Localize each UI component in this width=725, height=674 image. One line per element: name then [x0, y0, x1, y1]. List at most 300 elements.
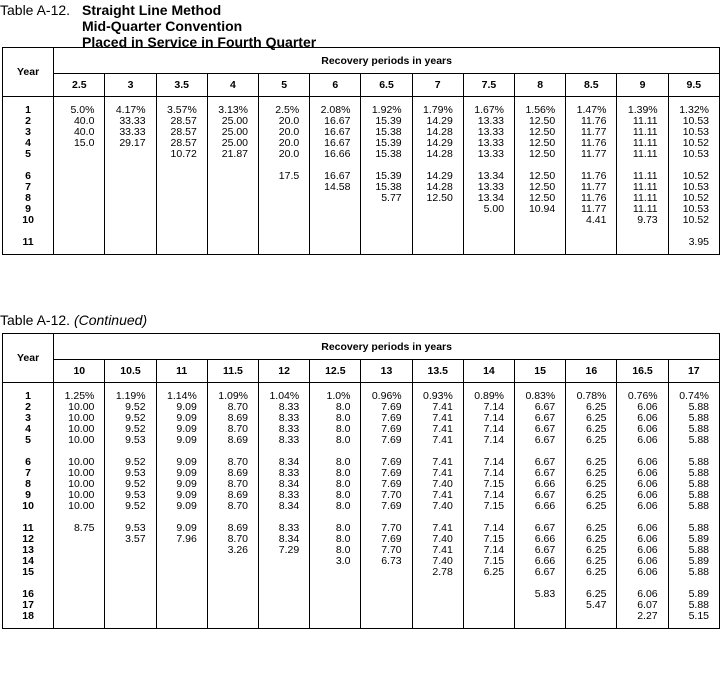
- rate-value: 7.70: [381, 489, 402, 501]
- rate-value: 10.52: [682, 192, 709, 204]
- title-line-3: Placed in Service in Fourth Quarter: [82, 34, 317, 50]
- rate-value: 8.0: [335, 533, 351, 545]
- rate-value: [157, 193, 207, 204]
- rate-value: 6.25: [586, 401, 607, 413]
- rate-column: [259, 97, 310, 255]
- rate-value: 14.29: [426, 170, 453, 182]
- rate-value: 13.33: [477, 126, 505, 138]
- year-label: 2: [25, 401, 32, 413]
- rate-value: [310, 567, 360, 578]
- rate-value: 5.83: [534, 588, 556, 600]
- period-header: 13.5: [412, 360, 463, 383]
- rate-value: [105, 611, 155, 622]
- rate-value: 6.25: [586, 522, 607, 534]
- rate-value: 7.14: [483, 423, 505, 435]
- rate-value: [157, 237, 207, 248]
- rate-value: 16.67: [324, 137, 351, 149]
- rate-value: 7.69: [381, 478, 402, 490]
- rate-value: 6.66: [534, 555, 556, 567]
- rate-column: [566, 383, 617, 629]
- rate-value: 11.77: [580, 203, 607, 215]
- rate-value: 1.19%: [115, 390, 146, 402]
- rate-value: [464, 215, 514, 226]
- period-header: 10.5: [105, 360, 156, 383]
- rate-value: [105, 204, 155, 215]
- rate-column: [310, 97, 361, 255]
- rate-value: 0.89%: [474, 390, 505, 402]
- rate-value: 20.0: [278, 115, 300, 127]
- year-label: 8: [25, 478, 32, 490]
- rate-value: [54, 204, 104, 215]
- rate-value: 6.25: [483, 566, 505, 578]
- year-label: 7: [25, 467, 32, 479]
- rate-value: 11.11: [632, 137, 658, 149]
- year-label: 3: [25, 126, 32, 138]
- rate-value: 9.53: [125, 522, 146, 534]
- rate-value: 8.70: [227, 401, 249, 413]
- period-header: 11: [156, 360, 207, 383]
- rate-value: 15.38: [375, 181, 402, 193]
- rate-value: [208, 600, 258, 611]
- rate-value: 6.06: [637, 412, 658, 424]
- rate-value: 6.67: [534, 423, 556, 435]
- rate-value: 20.0: [278, 126, 300, 138]
- rate-value: [157, 556, 207, 567]
- rate-value: [361, 600, 411, 611]
- rate-column: [515, 383, 566, 629]
- rate-value: 10.00: [68, 434, 95, 446]
- rate-value: [259, 204, 309, 215]
- rate-value: 8.0: [335, 500, 351, 512]
- rate-value: 7.41: [432, 401, 453, 413]
- year-label: 6: [25, 170, 32, 182]
- rate-value: 7.69: [381, 434, 402, 446]
- rate-value: 10.52: [682, 137, 709, 149]
- rate-value: 15.39: [375, 170, 402, 182]
- rate-value: 20.0: [278, 148, 300, 160]
- year-label: 10: [22, 500, 34, 512]
- year-label: 11: [22, 522, 34, 534]
- rate-value: [54, 556, 104, 567]
- rate-value: [105, 193, 155, 204]
- rate-value: [515, 600, 565, 611]
- rate-value: 7.41: [432, 412, 453, 424]
- rate-value: [157, 215, 207, 226]
- rate-value: 1.56%: [525, 104, 556, 116]
- rate-value: 9.09: [176, 401, 197, 413]
- rate-column: [617, 97, 668, 255]
- rate-value: 6.06: [637, 434, 658, 446]
- rate-value: 6.06: [637, 533, 658, 545]
- rate-value: 9.09: [176, 423, 197, 435]
- rate-value: 1.32%: [679, 104, 709, 116]
- rate-value: 7.41: [432, 456, 453, 468]
- rate-value: 7.14: [483, 489, 505, 501]
- rate-column: [463, 97, 514, 255]
- rate-value: 11.76: [580, 137, 607, 149]
- rate-value: 14.29: [426, 115, 453, 127]
- rate-value: 9.53: [125, 489, 146, 501]
- rate-value: 7.29: [278, 544, 300, 556]
- period-header: 6.5: [361, 74, 412, 97]
- period-header: 7: [412, 74, 463, 97]
- rate-value: 11.11: [632, 148, 658, 160]
- rate-value: 13.34: [477, 170, 505, 182]
- rate-value: [157, 204, 207, 215]
- rate-value: 10.00: [68, 423, 95, 435]
- rate-value: 8.0: [335, 456, 351, 468]
- rate-value: 11.76: [580, 115, 607, 127]
- rate-value: 11.11: [632, 115, 658, 127]
- rate-value: 6.25: [586, 467, 607, 479]
- rate-value: 8.0: [335, 412, 351, 424]
- rate-column: [207, 97, 258, 255]
- rate-value: 7.41: [432, 467, 453, 479]
- rate-value: 6.25: [586, 533, 607, 545]
- rate-value: [157, 182, 207, 193]
- rate-value: 6.25: [586, 412, 607, 424]
- rate-value: 3.57%: [167, 104, 197, 116]
- year-label: 1: [25, 390, 32, 402]
- rate-value: [157, 171, 207, 182]
- rate-value: 12.50: [528, 170, 556, 182]
- rate-column: [566, 97, 617, 255]
- rate-value: [310, 193, 360, 204]
- rate-value: 7.69: [381, 456, 402, 468]
- rate-value: 8.70: [227, 478, 249, 490]
- rate-value: 11.11: [632, 203, 658, 215]
- rate-column: [105, 97, 156, 255]
- rate-value: [413, 600, 463, 611]
- rate-value: 7.69: [381, 467, 402, 479]
- period-header: 7.5: [463, 74, 514, 97]
- rate-value: 7.69: [381, 500, 402, 512]
- rate-column: [105, 383, 156, 629]
- rate-value: [259, 237, 309, 248]
- period-header: 13: [361, 360, 412, 383]
- rate-value: 9.73: [637, 214, 658, 226]
- rate-value: 8.70: [227, 423, 249, 435]
- rate-value: 9.09: [176, 500, 197, 512]
- rate-value: 2.08%: [320, 104, 351, 116]
- rate-value: 15.38: [375, 126, 402, 138]
- rate-value: [259, 611, 309, 622]
- rate-value: 5.0%: [70, 104, 95, 116]
- rate-value: 0.78%: [576, 390, 607, 402]
- rate-value: 2.78: [432, 566, 453, 578]
- rate-value: 5.88: [688, 467, 709, 479]
- rate-value: [413, 589, 463, 600]
- year-column: [3, 97, 54, 255]
- rate-value: 8.34: [278, 456, 300, 468]
- rate-value: 8.0: [335, 423, 351, 435]
- rate-value: 13.34: [477, 192, 505, 204]
- rate-value: 6.67: [534, 522, 556, 534]
- rate-value: 5.88: [688, 423, 709, 435]
- rate-value: 4.17%: [115, 104, 146, 116]
- rate-value: 7.69: [381, 423, 402, 435]
- rate-column: [515, 97, 566, 255]
- rate-value: 11.77: [580, 181, 607, 193]
- rate-value: 16.66: [324, 148, 351, 160]
- rate-value: 8.33: [278, 434, 300, 446]
- rate-value: 11.11: [632, 126, 658, 138]
- rate-value: 8.33: [278, 489, 300, 501]
- rate-value: 6.67: [534, 434, 556, 446]
- rate-value: 1.0%: [326, 390, 351, 402]
- rate-value: 8.33: [278, 423, 300, 435]
- rate-value: 33.33: [119, 115, 146, 127]
- continued-title: [0, 312, 147, 328]
- rate-value: 9.52: [125, 478, 146, 490]
- rate-value: 8.0: [335, 467, 351, 479]
- rate-value: [310, 589, 360, 600]
- rate-value: 0.74%: [679, 390, 709, 402]
- rate-value: [54, 193, 104, 204]
- rate-value: 15.38: [375, 148, 402, 160]
- rate-value: [105, 237, 155, 248]
- rate-value: 6.06: [637, 423, 658, 435]
- rate-value: [208, 215, 258, 226]
- rate-value: 25.00: [221, 126, 249, 138]
- year-label: 14: [22, 555, 34, 567]
- rate-value: [105, 589, 155, 600]
- rate-value: [157, 545, 207, 556]
- year-header: Year: [3, 48, 54, 97]
- rate-column: [668, 383, 719, 629]
- rate-value: [208, 589, 258, 600]
- rate-value: 6.06: [637, 478, 658, 490]
- rate-value: 9.09: [176, 478, 197, 490]
- rate-value: 5.88: [688, 401, 709, 413]
- rate-value: 3.95: [688, 236, 709, 248]
- rate-value: 15.39: [375, 137, 402, 149]
- rate-value: 7.14: [483, 467, 505, 479]
- rate-value: 8.69: [227, 434, 249, 446]
- rate-value: 28.57: [170, 137, 197, 149]
- year-label: 6: [25, 456, 32, 468]
- rate-value: 6.25: [586, 500, 607, 512]
- rate-value: 7.15: [483, 533, 505, 545]
- rate-value: 13.33: [477, 181, 505, 193]
- period-header: 12: [259, 360, 310, 383]
- rate-value: 6.25: [586, 423, 607, 435]
- rate-value: [105, 171, 155, 182]
- rate-value: 33.33: [119, 126, 146, 138]
- rate-value: 25.00: [221, 137, 249, 149]
- rate-value: 4.41: [586, 214, 607, 226]
- rate-value: [259, 600, 309, 611]
- rate-value: 6.06: [637, 467, 658, 479]
- rate-value: 7.40: [432, 500, 453, 512]
- rate-value: [157, 611, 207, 622]
- rate-value: 13.33: [477, 137, 505, 149]
- rate-value: 9.09: [176, 456, 197, 468]
- period-header: 4: [207, 74, 258, 97]
- rate-value: 7.14: [483, 412, 505, 424]
- rate-value: 6.66: [534, 478, 556, 490]
- rate-value: 12.50: [528, 192, 556, 204]
- rate-value: [413, 611, 463, 622]
- rate-value: 12.50: [528, 137, 556, 149]
- rate-value: 3.0: [335, 555, 351, 567]
- rate-value: [310, 204, 360, 215]
- rate-value: [413, 215, 463, 226]
- rate-value: 8.34: [278, 500, 300, 512]
- year-label: 4: [25, 423, 32, 435]
- year-label: 2: [25, 115, 32, 127]
- rate-value: [105, 545, 155, 556]
- rate-value: 1.47%: [576, 104, 607, 116]
- year-label: 5: [25, 434, 32, 446]
- rate-value: 0.83%: [525, 390, 556, 402]
- rate-value: [310, 611, 360, 622]
- rate-value: 8.75: [73, 522, 95, 534]
- rate-value: [54, 237, 104, 248]
- rate-value: 10.53: [682, 115, 709, 127]
- rate-value: 8.34: [278, 533, 300, 545]
- rate-value: 7.15: [483, 478, 505, 490]
- rate-value: 0.96%: [371, 390, 402, 402]
- rate-value: 12.50: [528, 126, 556, 138]
- rate-value: [105, 182, 155, 193]
- rate-value: 7.14: [483, 522, 505, 534]
- depreciation-table-part-1: [2, 47, 720, 255]
- rate-value: [54, 600, 104, 611]
- rate-value: 14.28: [426, 126, 453, 138]
- rate-value: 7.40: [432, 478, 453, 490]
- year-label: 18: [22, 610, 34, 622]
- rate-value: 10.53: [682, 148, 709, 160]
- rate-value: 6.66: [534, 500, 556, 512]
- rate-value: 5.88: [688, 522, 709, 534]
- rate-value: 12.50: [528, 148, 556, 160]
- rate-value: 8.70: [227, 500, 249, 512]
- rate-value: 10.53: [682, 126, 709, 138]
- period-header: 9.5: [668, 74, 719, 97]
- title-line-1: Straight Line Method: [82, 2, 222, 18]
- table-label: Table A-12.: [0, 2, 71, 18]
- period-header: 12.5: [310, 360, 361, 383]
- rate-value: 1.14%: [167, 390, 197, 402]
- rate-value: 40.0: [73, 126, 95, 138]
- rate-value: 5.89: [688, 533, 709, 545]
- period-header: 8.5: [566, 74, 617, 97]
- rate-value: 15.39: [375, 115, 402, 127]
- rate-value: 6.25: [586, 544, 607, 556]
- rate-value: 9.52: [125, 401, 146, 413]
- rate-value: [617, 237, 667, 248]
- rate-value: 8.33: [278, 401, 300, 413]
- rate-value: 3.13%: [218, 104, 249, 116]
- rate-value: [361, 567, 411, 578]
- rate-value: [361, 589, 411, 600]
- rate-column: [463, 383, 514, 629]
- rate-value: [259, 567, 309, 578]
- rate-value: 6.06: [637, 456, 658, 468]
- rate-value: [208, 182, 258, 193]
- rate-value: [413, 204, 463, 215]
- rate-value: 6.06: [637, 500, 658, 512]
- year-label: 7: [25, 181, 32, 193]
- rate-value: 2.27: [637, 610, 658, 622]
- year-label: 5: [25, 148, 32, 160]
- rate-column: [54, 383, 105, 629]
- rate-value: 6.67: [534, 412, 556, 424]
- year-label: 1: [25, 104, 32, 116]
- period-header: 11.5: [207, 360, 258, 383]
- year-label: 15: [22, 566, 34, 578]
- rate-value: 10.00: [68, 412, 95, 424]
- rate-value: [464, 611, 514, 622]
- rate-value: 3.26: [227, 544, 249, 556]
- rate-value: 8.0: [335, 478, 351, 490]
- rate-value: [54, 182, 104, 193]
- rate-value: [515, 611, 565, 622]
- year-label: 9: [25, 203, 32, 215]
- continued-label: Table A-12.: [0, 312, 71, 328]
- rate-value: 6.25: [586, 555, 607, 567]
- rate-value: 6.67: [534, 467, 556, 479]
- rate-value: 1.79%: [423, 104, 453, 116]
- recovery-periods-header: Recovery periods in years: [54, 334, 720, 360]
- rate-value: 6.67: [534, 566, 556, 578]
- rate-value: 5.47: [586, 599, 607, 611]
- rate-value: 6.25: [586, 588, 607, 600]
- rate-value: [208, 611, 258, 622]
- rate-value: 7.41: [432, 522, 453, 534]
- rate-value: 40.0: [73, 115, 95, 127]
- period-header: 9: [617, 74, 668, 97]
- rate-value: 6.67: [534, 456, 556, 468]
- rate-value: [54, 611, 104, 622]
- rate-value: 17.5: [278, 170, 300, 182]
- rate-value: 7.70: [381, 522, 402, 534]
- rate-value: [464, 600, 514, 611]
- rate-column: [412, 97, 463, 255]
- rate-column: [361, 383, 412, 629]
- rate-value: 8.69: [227, 522, 249, 534]
- rate-value: 5.88: [688, 489, 709, 501]
- rate-value: [54, 534, 104, 545]
- rate-value: [208, 171, 258, 182]
- rate-value: 11.77: [580, 126, 607, 138]
- rate-value: 8.70: [227, 533, 249, 545]
- rate-value: 9.09: [176, 522, 197, 534]
- period-header: 3: [105, 74, 156, 97]
- rate-value: 25.00: [221, 115, 249, 127]
- rate-value: [310, 237, 360, 248]
- rate-value: 14.29: [426, 137, 453, 149]
- rate-value: 10.00: [68, 467, 95, 479]
- rate-value: [54, 171, 104, 182]
- rate-value: [54, 589, 104, 600]
- rate-value: 10.94: [528, 203, 556, 215]
- rate-value: 5.89: [688, 588, 709, 600]
- depreciation-table-part-2: [2, 333, 720, 629]
- year-header: Year: [3, 334, 54, 383]
- rate-column: [54, 97, 105, 255]
- rate-value: 9.53: [125, 467, 146, 479]
- year-column: [3, 383, 54, 629]
- rate-value: 2.5%: [275, 104, 300, 116]
- rate-value: 14.58: [324, 181, 351, 193]
- rate-column: [156, 383, 207, 629]
- rate-value: 5.88: [688, 500, 709, 512]
- rate-value: 6.06: [637, 555, 658, 567]
- rate-value: [310, 215, 360, 226]
- rate-value: [259, 556, 309, 567]
